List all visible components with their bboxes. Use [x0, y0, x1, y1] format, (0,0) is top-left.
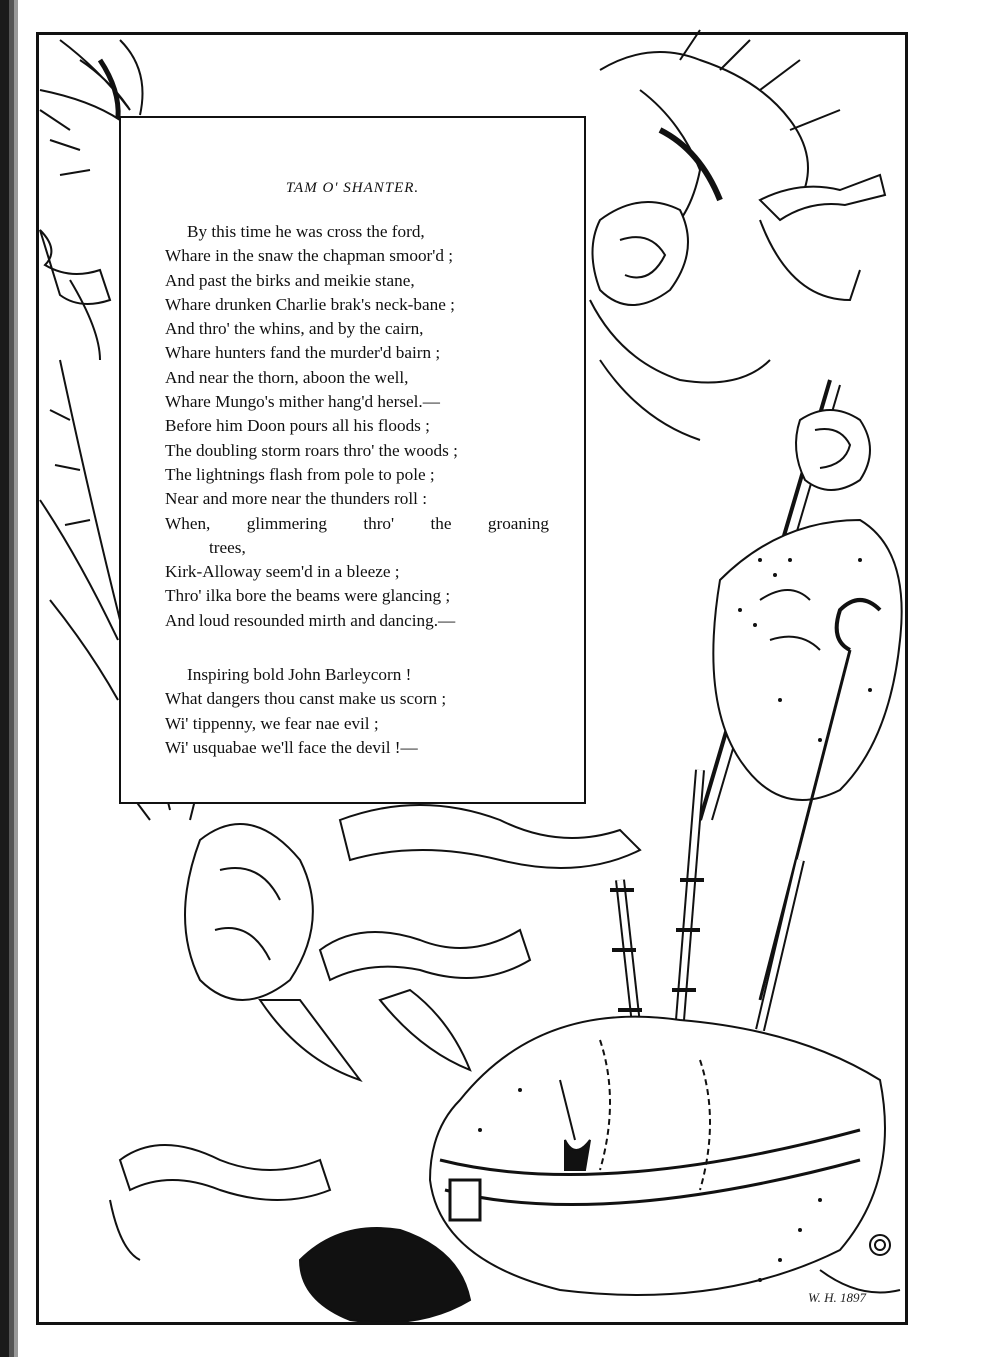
poem-line: What dangers thou canst make us scorn ;	[165, 689, 447, 709]
poem-line-continuation: trees,	[209, 537, 246, 557]
poem-line: And thro' the whins, and by the cairn,	[165, 319, 424, 339]
poem-text-box	[119, 116, 586, 804]
poem-line: Whare hunters fand the murder'd bairn ;	[165, 343, 441, 363]
artist-signature: W. H. 1897	[808, 1290, 867, 1305]
poem-line: Near and more near the thunders roll :	[165, 489, 428, 509]
poem-line: Whare in the snaw the chapman smoor'd ;	[165, 246, 454, 266]
poem-line: And near the thorn, aboon the well,	[165, 367, 409, 387]
poem-line: Before him Doon pours all his floods ;	[165, 416, 430, 436]
poem-line: Wi' usquabae we'll face the devil !—	[165, 737, 418, 757]
poem-line: The lightnings flash from pole to pole ;	[165, 464, 435, 484]
poem-line: And past the birks and meikie stane,	[165, 270, 415, 290]
poem-line: Inspiring bold John Barleycorn !	[187, 665, 412, 684]
poem-line: The doubling storm roars thro' the woods ;	[165, 440, 458, 460]
stanza-1	[165, 220, 549, 633]
poem-title: TAM O' SHANTER.	[285, 180, 420, 196]
poem-line: Thro' ilka bore the beams were glancing ;	[165, 586, 451, 606]
poem-line: Whare drunken Charlie brak's neck-bane ;	[165, 294, 455, 314]
poem-line: Kirk-Alloway seem'd in a bleeze ;	[165, 562, 400, 582]
poem-line: Whare Mungo's mither hang'd hersel.—	[165, 392, 440, 412]
poem-line: Wi' tippenny, we fear nae evil ;	[165, 713, 379, 733]
poem-line: By this time he was cross the ford,	[187, 222, 425, 241]
poem-line: And loud resounded mirth and dancing.—	[165, 610, 456, 630]
stanza-2	[165, 663, 549, 760]
poem-line: When, glimmering thro' the groaning	[165, 513, 549, 533]
